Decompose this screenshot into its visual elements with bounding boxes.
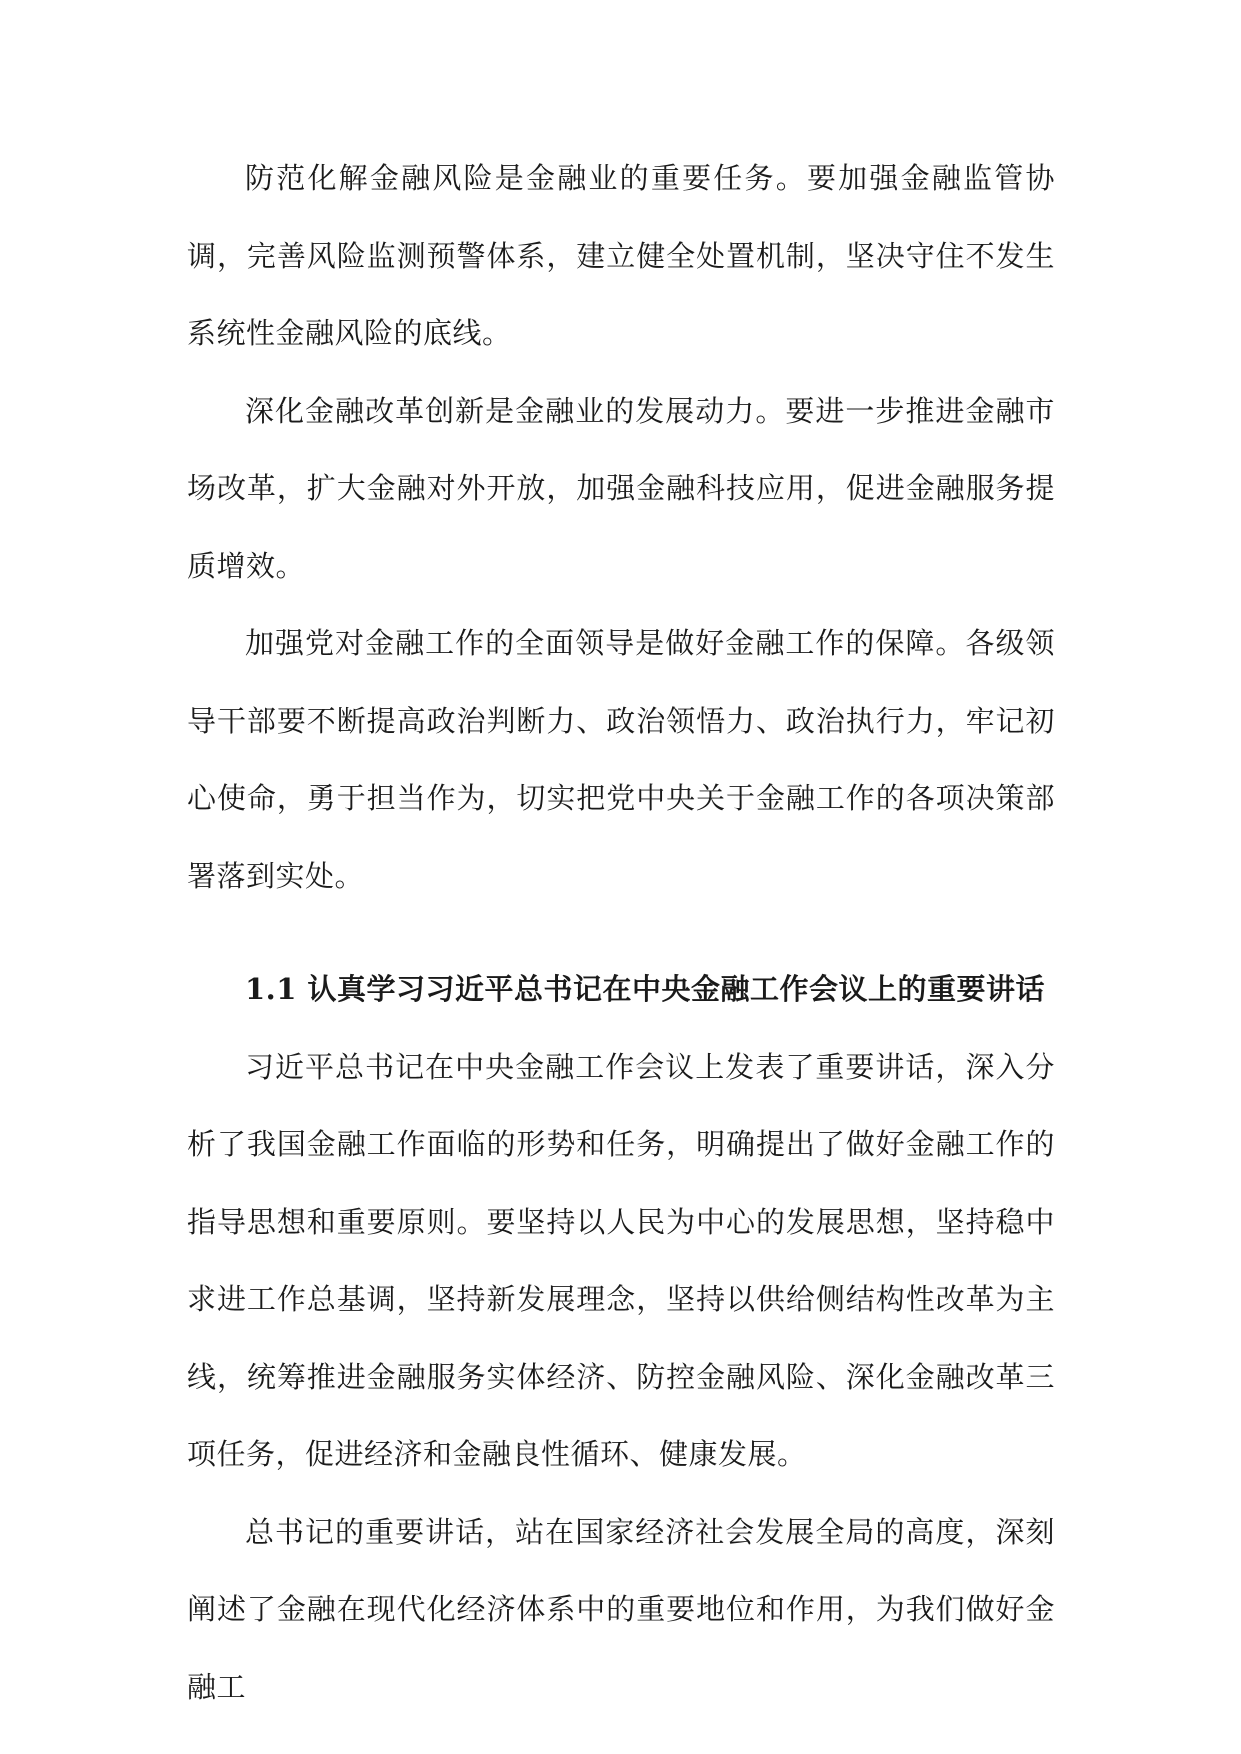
paragraph-speech-summary: 习近平总书记在中央金融工作会议上发表了重要讲话，深入分析了我国金融工作面临的形势和任务，明确提出了做好金融工作的指导思想和重要原则。要坚持以人民为中心的发展思想，坚持稳中求进工作总基调，坚持新发展理念，坚持以供给侧结构性改革为主线，统筹推进金融服务实体经济、防控金融风险、深化金融改革三项任务，促进经济和金融良性循环、健康发展。 bbox=[187, 1049, 1055, 1471]
paragraph-risk-prevention: 防范化解金融风险是金融业的重要任务。要加强金融监管协调，完善风险监测预警体系，建立健全处置机制，坚决守住不发生系统性金融风险的底线。 bbox=[187, 161, 1055, 350]
section-heading: 1.1 认真学习习近平总书记在中央金融工作会议上的重要讲话 bbox=[245, 972, 1046, 1006]
paragraph-speech-significance: 总书记的重要讲话，站在国家经济社会发展全局的高度，深刻阐述了金融在现代化经济体系中的重要地位和作用，为我们做好金融工 bbox=[187, 1514, 1055, 1704]
paragraph-party-leadership: 加强党对金融工作的全面领导是做好金融工作的保障。各级领导干部要不断提高政治判断力、政治领悟力、政治执行力，牢记初心使命，勇于担当作为，切实把党中央关于金融工作的各项决策部署落到实处。 bbox=[187, 626, 1055, 893]
paragraph-reform-innovation: 深化金融改革创新是金融业的发展动力。要进一步推进金融市场改革，扩大金融对外开放，加强金融科技应用，促进金融服务提质增效。 bbox=[187, 393, 1055, 583]
section-spacer bbox=[187, 915, 1055, 951]
document-page bbox=[187, 140, 1055, 1726]
